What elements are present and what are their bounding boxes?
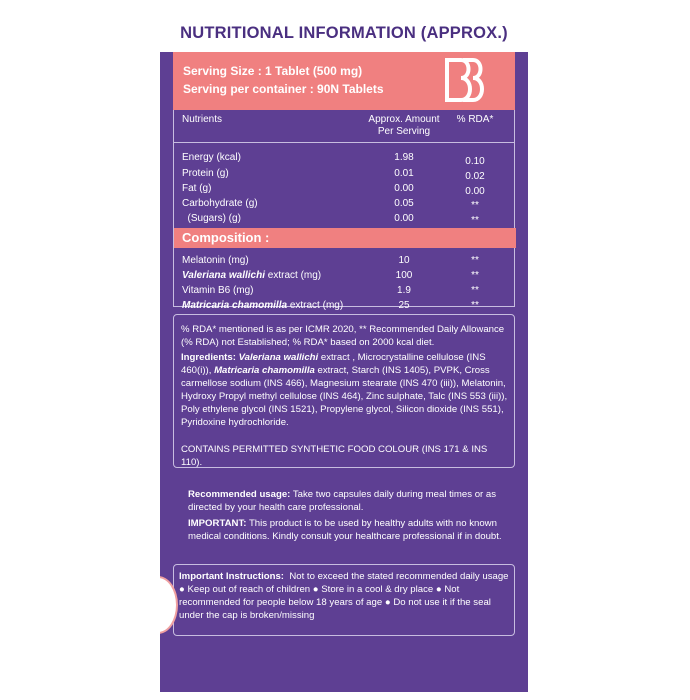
- header-divider: [174, 142, 514, 143]
- important-text: This product is to be used by healthy adults with no known medical conditions. Kindly consult your healthcare professional if in doubt.: [188, 518, 502, 542]
- serving-size: Serving Size : 1 Tablet (500 mg): [183, 64, 363, 78]
- table-row: [174, 285, 514, 299]
- usage-section: [188, 488, 508, 546]
- header-amount-line1: Approx. Amount: [368, 114, 440, 125]
- nutrient-name: Protein (g): [182, 168, 229, 179]
- composition-amount: 10: [398, 255, 410, 266]
- nutrient-name: Fat (g): [182, 183, 212, 194]
- table-row: [174, 300, 514, 314]
- recommended-usage-text: Take two capsules daily during meal times or as directed by your health care professional.: [188, 489, 497, 513]
- label-panel: [160, 8, 528, 692]
- nutrient-name: Carbohydrate (g): [182, 198, 258, 209]
- composition-name-italic: Matricaria chamomilla: [182, 300, 288, 311]
- composition-name: [182, 285, 254, 296]
- header-amount: [364, 114, 444, 138]
- table-row: [174, 183, 514, 197]
- recommended-usage-label: Recommended usage:: [188, 489, 291, 500]
- ingredients-italic-2: Matricaria chamomilla: [214, 365, 315, 376]
- nutrition-table: [173, 110, 515, 311]
- ingredients: [181, 351, 509, 429]
- rda-note: % RDA* mentioned is as per ICMR 2020, ** Recommended Daily Allowance (% RDA) not Established; % RDA* based on 2000 kcal diet.: [181, 324, 505, 348]
- important-note: [188, 517, 508, 543]
- composition-name: [182, 270, 321, 281]
- serving-per-container: Serving per container : 90N Tablets: [183, 82, 384, 96]
- nutrient-rda: **: [471, 200, 479, 211]
- ingredients-italic-1: Valeriana wallichi: [238, 352, 319, 363]
- composition-name-text: Vitamin B6 (mg): [182, 285, 254, 296]
- nutrient-name: Energy (kcal): [182, 152, 241, 163]
- page-title: NUTRITIONAL INFORMATION (APPROX.): [180, 24, 508, 42]
- colour-note: CONTAINS PERMITTED SYNTHETIC FOOD COLOUR (INS 171 & INS 110).: [181, 444, 488, 468]
- notes-box: [173, 314, 515, 468]
- nutrient-amount: 0.01: [394, 168, 414, 179]
- instructions-label: Important Instructions:: [179, 571, 284, 582]
- table-row: [174, 198, 514, 212]
- composition-name: [182, 300, 343, 311]
- header-amount-line2: Per Serving: [377, 126, 431, 137]
- composition-label: Composition :: [182, 230, 270, 245]
- composition-name: [182, 255, 249, 266]
- table-row: [174, 168, 514, 182]
- header-rda: % RDA*: [456, 114, 494, 125]
- composition-name-text: extract (mg): [265, 270, 322, 281]
- composition-name-text: extract (mg): [287, 300, 344, 311]
- nutrient-amount: 0.00: [394, 183, 414, 194]
- ingredients-text-2: extract, Starch (INS 1405), PVPK, Cross carmellose sodium (INS 466), Magnesium stearate (INS 470 (iii)), Melatonin, Hydroxy Propyl methyl cellulose (INS 464), Zinc sulphate, Talc (INS 553 (iii)), Poly ethylene glycol (INS 1521), Propylene glycol, Silicon dioxide (INS 551), Pyridoxine hydrochloride.: [181, 365, 508, 428]
- nutrient-amount: 1.98: [394, 152, 414, 163]
- nutrient-rda: 0.00: [465, 186, 485, 197]
- composition-rda: **: [471, 270, 479, 281]
- serving-box: [173, 52, 515, 110]
- header-nutrients: Nutrients: [182, 114, 223, 125]
- nutrient-amount: 0.00: [394, 213, 414, 224]
- important-label: IMPORTANT:: [188, 518, 247, 529]
- instructions-text: Not to exceed the stated recommended daily usage ● Keep out of reach of children ● Store in a cool & dry place ● Not recommended for people below 18 years of age ● Do not use it if the seal under the cap is broken/missing: [179, 571, 512, 621]
- table-row: [174, 152, 514, 166]
- composition-amount: 1.9: [397, 285, 411, 296]
- composition-rda: **: [471, 285, 479, 296]
- recommended-usage: [188, 488, 508, 514]
- table-row: [174, 213, 514, 227]
- composition-name-text: Melatonin (mg): [182, 255, 249, 266]
- nutrient-name: (Sugars) (g): [182, 213, 241, 224]
- composition-name-italic: Valeriana wallichi: [182, 270, 266, 281]
- table-header: [174, 110, 514, 142]
- instructions: [179, 570, 511, 622]
- nutrient-amount: 0.05: [394, 198, 414, 209]
- table-row: [174, 270, 514, 284]
- brand-logo-icon: [443, 56, 485, 104]
- instructions-box: [173, 564, 515, 636]
- table-row: [174, 255, 514, 269]
- composition-amount: 100: [395, 270, 413, 281]
- nutrient-rda: **: [471, 215, 479, 226]
- composition-amount: 25: [398, 300, 410, 311]
- ingredients-text-1: extract , Microcrystalline cellulose (INS 460(i)),: [181, 352, 486, 376]
- composition-rda: **: [471, 255, 479, 266]
- nutrient-rda: 0.10: [465, 156, 485, 167]
- ingredients-label: Ingredients:: [181, 352, 236, 363]
- composition-header: [174, 228, 516, 248]
- composition-rda: **: [471, 300, 479, 311]
- nutrient-rda: 0.02: [465, 171, 485, 182]
